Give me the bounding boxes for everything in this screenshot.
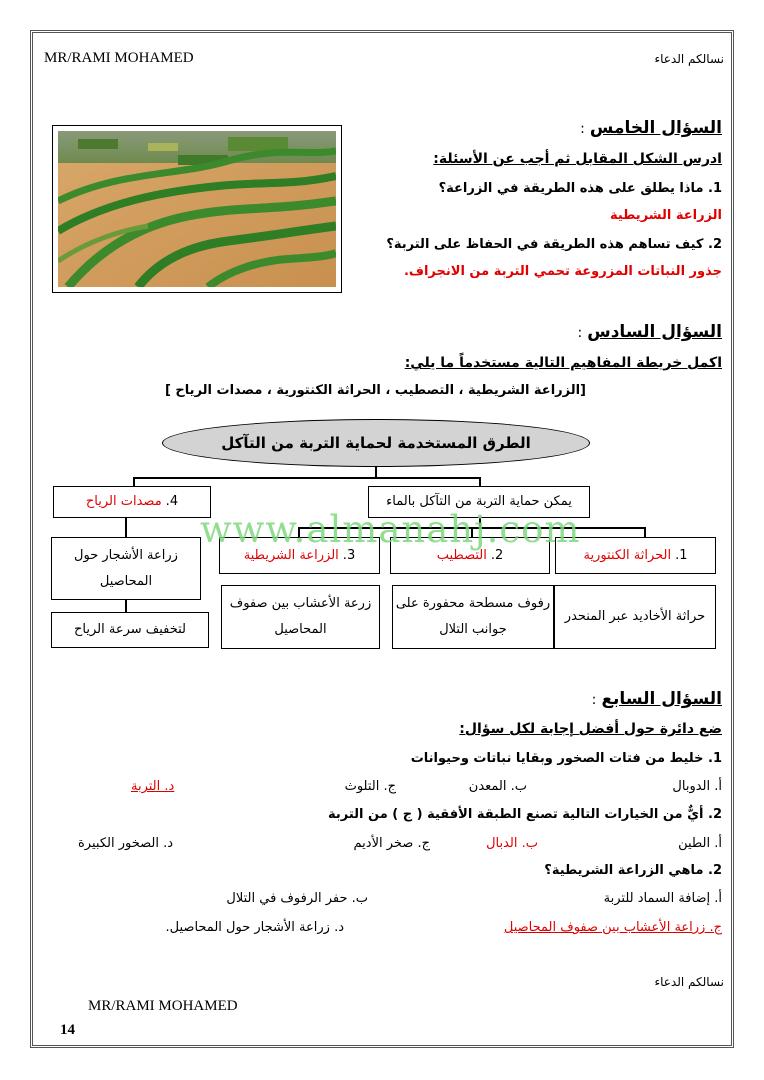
- q7-question-3: 2. ماهي الزراعة الشريطية؟: [544, 863, 722, 878]
- q7-q1-option-c: ج. التلوث: [344, 779, 396, 794]
- q5-instruction: ادرس الشكل المقابل ثم أجب عن الأسئلة:: [433, 151, 722, 167]
- q7-q1-option-a: أ. الدوبال: [672, 779, 722, 794]
- q7-instruction: ضع دائرة حول أفضل إجابة لكل سؤال:: [459, 721, 722, 737]
- map-box-windbreaks: [53, 486, 211, 518]
- q7-title-line: [592, 689, 722, 709]
- q7-q2-option-d: د. الصخور الكبيرة: [78, 836, 173, 851]
- q6-title: السؤال السادس: [587, 322, 722, 342]
- q7-question-1: 1. خليط من فتات الصخور وبقايا نباتات وحيوانات: [410, 751, 722, 766]
- map-strip-farming-desc: زرعة الأعشاب بين صفوف المحاصيل: [229, 596, 372, 637]
- strip-farming-photo: [52, 125, 342, 293]
- connector: [133, 477, 480, 479]
- q5-answer-1: الزراعة الشريطية: [609, 208, 722, 223]
- footer-greeting: نسالكم الدعاء: [654, 975, 724, 989]
- q7-q2-option-b-answer: ب. الدبال: [486, 836, 538, 851]
- map-answer-strip-farming: الزراعة الشريطية: [243, 547, 339, 563]
- q7-question-2: 2. أيٌّ من الخيارات التالية تصنع الطبقة الأفقية ( ج ) من التربة: [327, 807, 722, 822]
- q7-q2-option-a: أ. الطين: [678, 836, 722, 851]
- q6-word-bank: [الزراعة الشريطية ، التصطيب ، الحراثة الكنتورية ، مصدات الرياح ]: [164, 383, 586, 398]
- q5-question-1: 1. ماذا يطلق على هذه الطريقة في الزراعة؟: [438, 181, 722, 196]
- map-answer-terracing: التصطيب: [436, 547, 487, 563]
- q7-title: السؤال السابع: [601, 689, 722, 709]
- q7-q3-option-c-answer: ج. زراعة الأعشاب بين صفوف المحاصيل: [503, 920, 722, 935]
- concept-map-root: [162, 419, 590, 467]
- map-num-3: 3.: [342, 547, 356, 563]
- map-num-4: 4.: [165, 494, 179, 509]
- map-contour-desc: حراثة الأخاديد عبر المنحدر: [564, 609, 706, 624]
- q5-question-2: 2. كيف تساهم هذه الطريقة في الحفاظ على التربة؟: [386, 237, 722, 252]
- page-number: 14: [60, 1022, 75, 1038]
- map-answer-windbreaks: مصدات الرياح: [85, 494, 162, 509]
- q6-title-line: [577, 322, 722, 342]
- q7-q3-option-d: د. زراعة الأشجار حول المحاصيل.: [165, 920, 344, 935]
- map-num-1: 1.: [675, 547, 688, 563]
- connector: [125, 518, 127, 538]
- q7-q3-option-a: أ. إضافة السماد للتربة: [603, 891, 722, 906]
- map-water-erosion-label: يمكن حماية التربة من التآكل بالماء: [386, 494, 572, 509]
- map-box-contour-desc: [554, 585, 716, 649]
- q5-title: السؤال الخامس: [589, 118, 722, 138]
- header-greeting: نسالكم الدعاء: [654, 52, 724, 66]
- map-windbreaks-desc: زراعة الأشجار حول المحاصيل: [74, 547, 178, 589]
- map-box-windbreaks-desc: [51, 537, 201, 600]
- map-answer-contour-plowing: الحراثة الكنتورية: [583, 547, 672, 563]
- q7-q3-option-b: ب. حفر الرفوف في التلال: [226, 891, 368, 906]
- concept-map-root-label: الطرق المستخدمة لحماية التربة من التآكل: [221, 434, 531, 452]
- map-terracing-desc: رفوف مسطحة محفورة على جوانب التلال: [395, 596, 551, 637]
- q7-colon: :: [591, 692, 597, 708]
- q5-colon: :: [580, 121, 585, 137]
- map-box-strip-farming-desc: [221, 585, 380, 649]
- q6-colon: :: [577, 325, 583, 341]
- map-box-terracing-desc: [392, 585, 554, 649]
- q7-q1-option-d-answer: د. التربة: [131, 779, 175, 794]
- q7-q2-option-c: ج. صخر الأديم: [353, 836, 430, 851]
- map-windbreaks-purpose: لتخفيف سرعة الرياح: [74, 622, 187, 637]
- q6-instruction: اكمل خريطة المفاهيم التالية مستخدماً ما يلي:: [404, 355, 722, 371]
- map-box-windbreaks-purpose: [51, 612, 209, 648]
- strip-farming-image: [58, 131, 336, 287]
- map-num-2: 2.: [490, 547, 504, 563]
- q7-q1-option-b: ب. المعدن: [468, 779, 527, 794]
- q5-answer-2: جذور النباتات المزروعة تحمي التربة من الانجراف.: [403, 264, 722, 279]
- header-teacher: MR/RAMI MOHAMED: [44, 50, 194, 66]
- q5-title-line: [580, 118, 722, 138]
- footer-teacher: MR/RAMI MOHAMED: [88, 998, 238, 1014]
- watermark: www.almanahj.com: [200, 508, 581, 551]
